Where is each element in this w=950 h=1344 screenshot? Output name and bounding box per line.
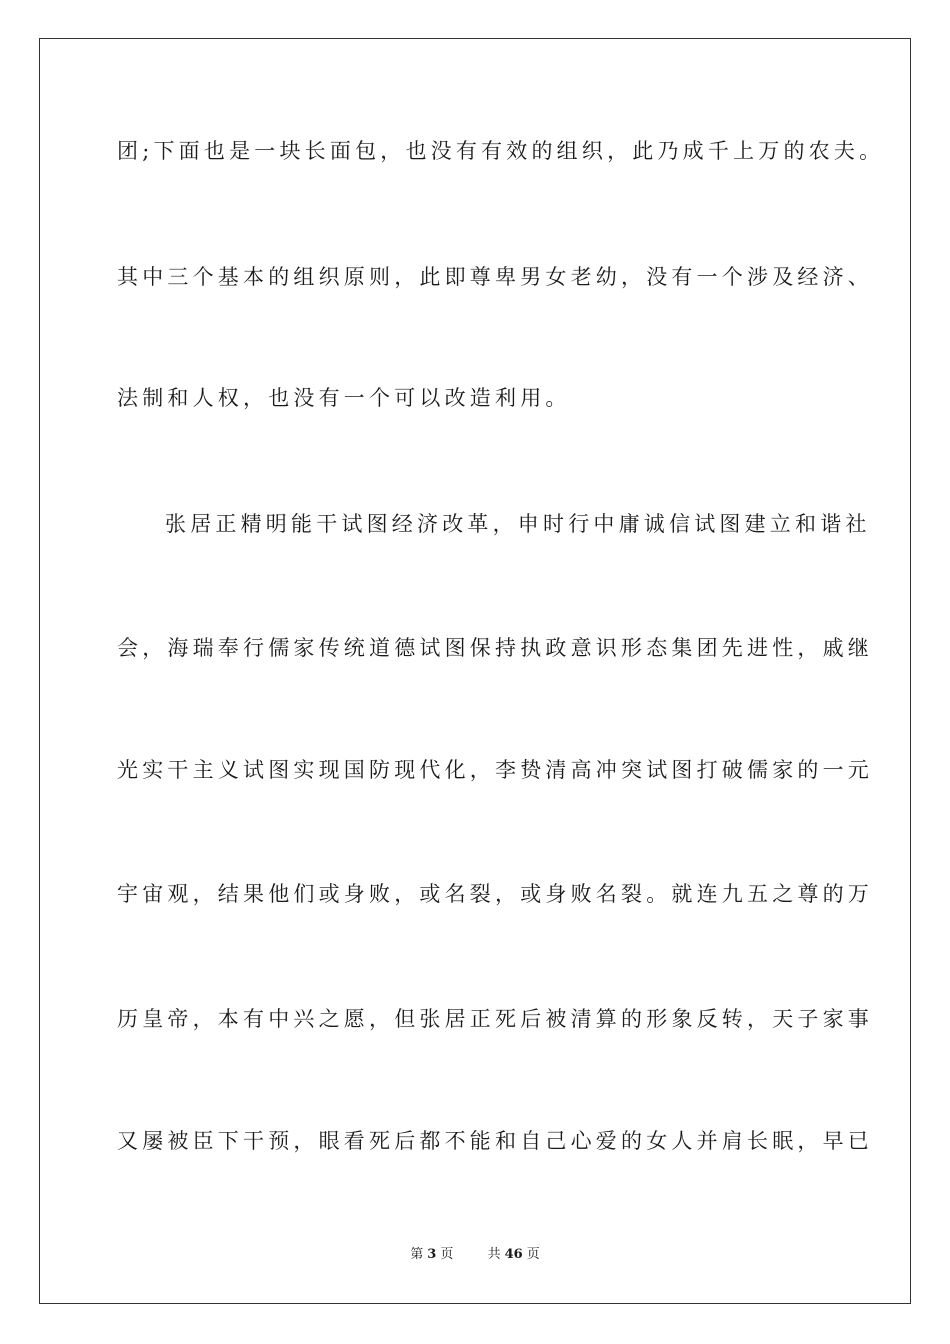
- text-line-9: 又屡被臣下干预，眼看死后都不能和自己心爱的女人并肩长眠，早已: [117, 1129, 873, 1153]
- text-line-1: 团;下面也是一块长面包，也没有有效的组织，此乃成千上万的农夫。: [117, 139, 885, 163]
- page-footer: [0, 1246, 950, 1264]
- text-line-6: 光实干主义试图实现国防现代化，李贽清高冲突试图打破儒家的一元: [117, 758, 873, 782]
- page-number: 3: [427, 1247, 437, 1262]
- text-line-3: 法制和人权，也没有一个可以改造利用。: [117, 386, 571, 410]
- page-prefix: 第: [410, 1247, 424, 1262]
- page-suffix: 页: [440, 1247, 454, 1262]
- total-pages: 46: [504, 1247, 523, 1262]
- text-line-7: 宇宙观，结果他们或身败，或名裂，或身败名裂。就连九五之尊的万: [117, 882, 873, 906]
- paragraph-start-line: 张居正精明能干试图经济改革，申时行中庸诚信试图建立和谐社: [165, 512, 871, 536]
- text-line-8: 历皇帝，本有中兴之愿，但张居正死后被清算的形象反转，天子家事: [117, 1007, 873, 1031]
- page-frame: [39, 38, 911, 1304]
- total-label: [486, 1247, 542, 1262]
- total-prefix: 共: [487, 1247, 501, 1262]
- page-label: [408, 1247, 455, 1262]
- total-suffix: 页: [526, 1247, 540, 1262]
- text-line-5: 会，海瑞奉行儒家传统道德试图保持执政意识形态集团先进性，戚继: [117, 636, 873, 660]
- text-line-2: 其中三个基本的组织原则，此即尊卑男女老幼，没有一个涉及经济、: [117, 265, 873, 289]
